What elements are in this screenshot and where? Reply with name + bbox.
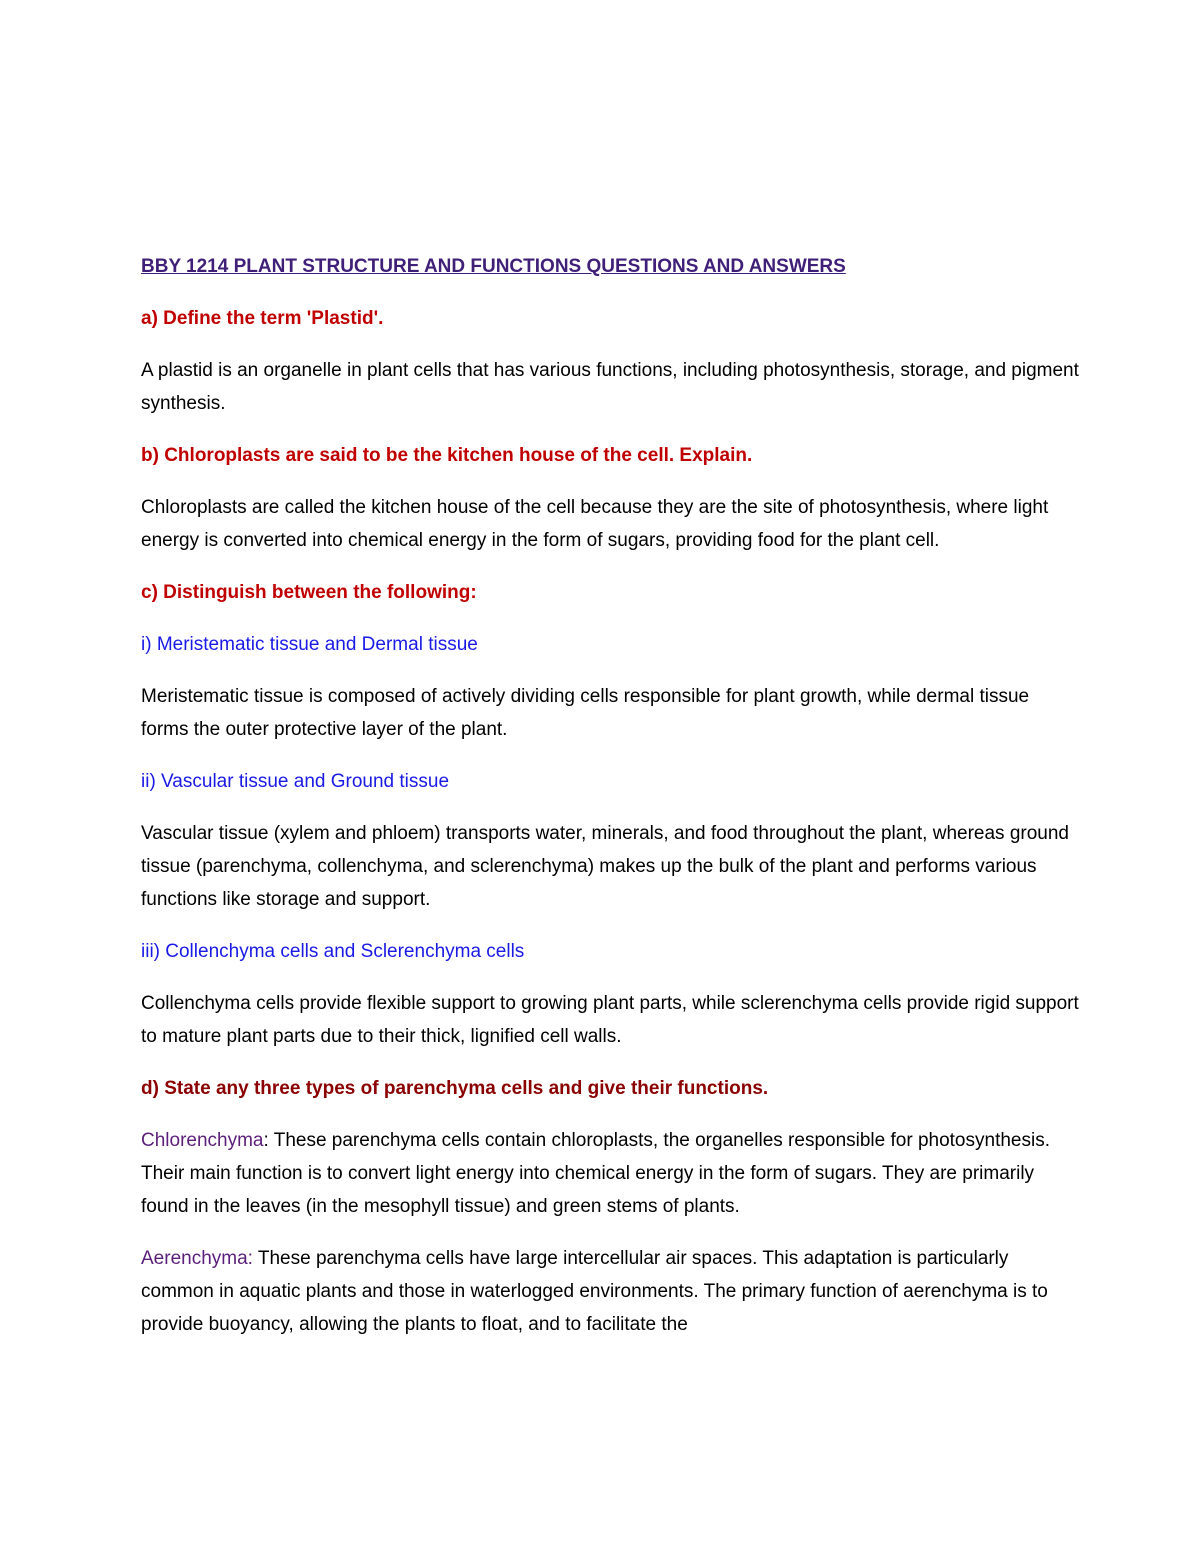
question-c: c) Distinguish between the following: [141, 582, 477, 603]
answer-a: A plastid is an organelle in plant cells that has various functions, including photosynthesis, storage, and pigment synthesis. [141, 360, 1079, 414]
answer-c-i: Meristematic tissue is composed of actively dividing cells responsible for plant growth, while dermal tissue forms the outer protective layer of the plant. [141, 686, 1030, 740]
aerenchyma-text: These parenchyma cells have large intercellular air spaces. This adaptation is particularly common in aquatic plants and those in waterlogged environments. The primary function of aerenchyma is to provide buoyancy, allowing the plants to float, and to facilitate the [141, 1248, 1048, 1335]
subquestion-c-iii: iii) Collenchyma cells and Sclerenchyma cells [141, 941, 525, 962]
document-title: BBY 1214 PLANT STRUCTURE AND FUNCTIONS QUESTIONS AND ANSWERS [141, 256, 846, 277]
term-separator: : [263, 1130, 269, 1151]
answer-b: Chloroplasts are called the kitchen house of the cell because they are the site of photosynthesis, where light energy is converted into chemical energy in the form of sugars, providing food for the plant cell. [141, 497, 1049, 551]
term-chlorenchyma: Chlorenchyma [141, 1130, 264, 1151]
question-b: b) Chloroplasts are said to be the kitchen house of the cell. Explain. [141, 445, 753, 466]
question-d: d) State any three types of parenchyma cells and give their functions. [141, 1078, 769, 1099]
document-page [141, 250, 1081, 1360]
term-aerenchyma: Aerenchyma: [141, 1248, 253, 1269]
answer-c-iii: Collenchyma cells provide flexible support to growing plant parts, while sclerenchyma cells provide rigid support to mature plant parts due to their thick, lignified cell walls. [141, 993, 1079, 1047]
question-a: a) Define the term 'Plastid'. [141, 308, 384, 329]
chlorenchyma-text: These parenchyma cells contain chloroplasts, the organelles responsible for photosynthesis. Their main function is to convert light energy into chemical energy in the form of sugars. They are primarily found in the leaves (in the mesophyll tissue) and green stems of plants. [141, 1130, 1050, 1217]
answer-d-aerenchyma [141, 1242, 1081, 1341]
answer-d-chlorenchyma [141, 1124, 1081, 1223]
subquestion-c-ii: ii) Vascular tissue and Ground tissue [141, 771, 450, 792]
answer-c-ii: Vascular tissue (xylem and phloem) transports water, minerals, and food throughout the plant, whereas ground tissue (parenchyma, collenchyma, and sclerenchyma) makes up the bulk of the plant and performs various functions like storage and support. [141, 823, 1069, 910]
subquestion-c-i: i) Meristematic tissue and Dermal tissue [141, 634, 478, 655]
